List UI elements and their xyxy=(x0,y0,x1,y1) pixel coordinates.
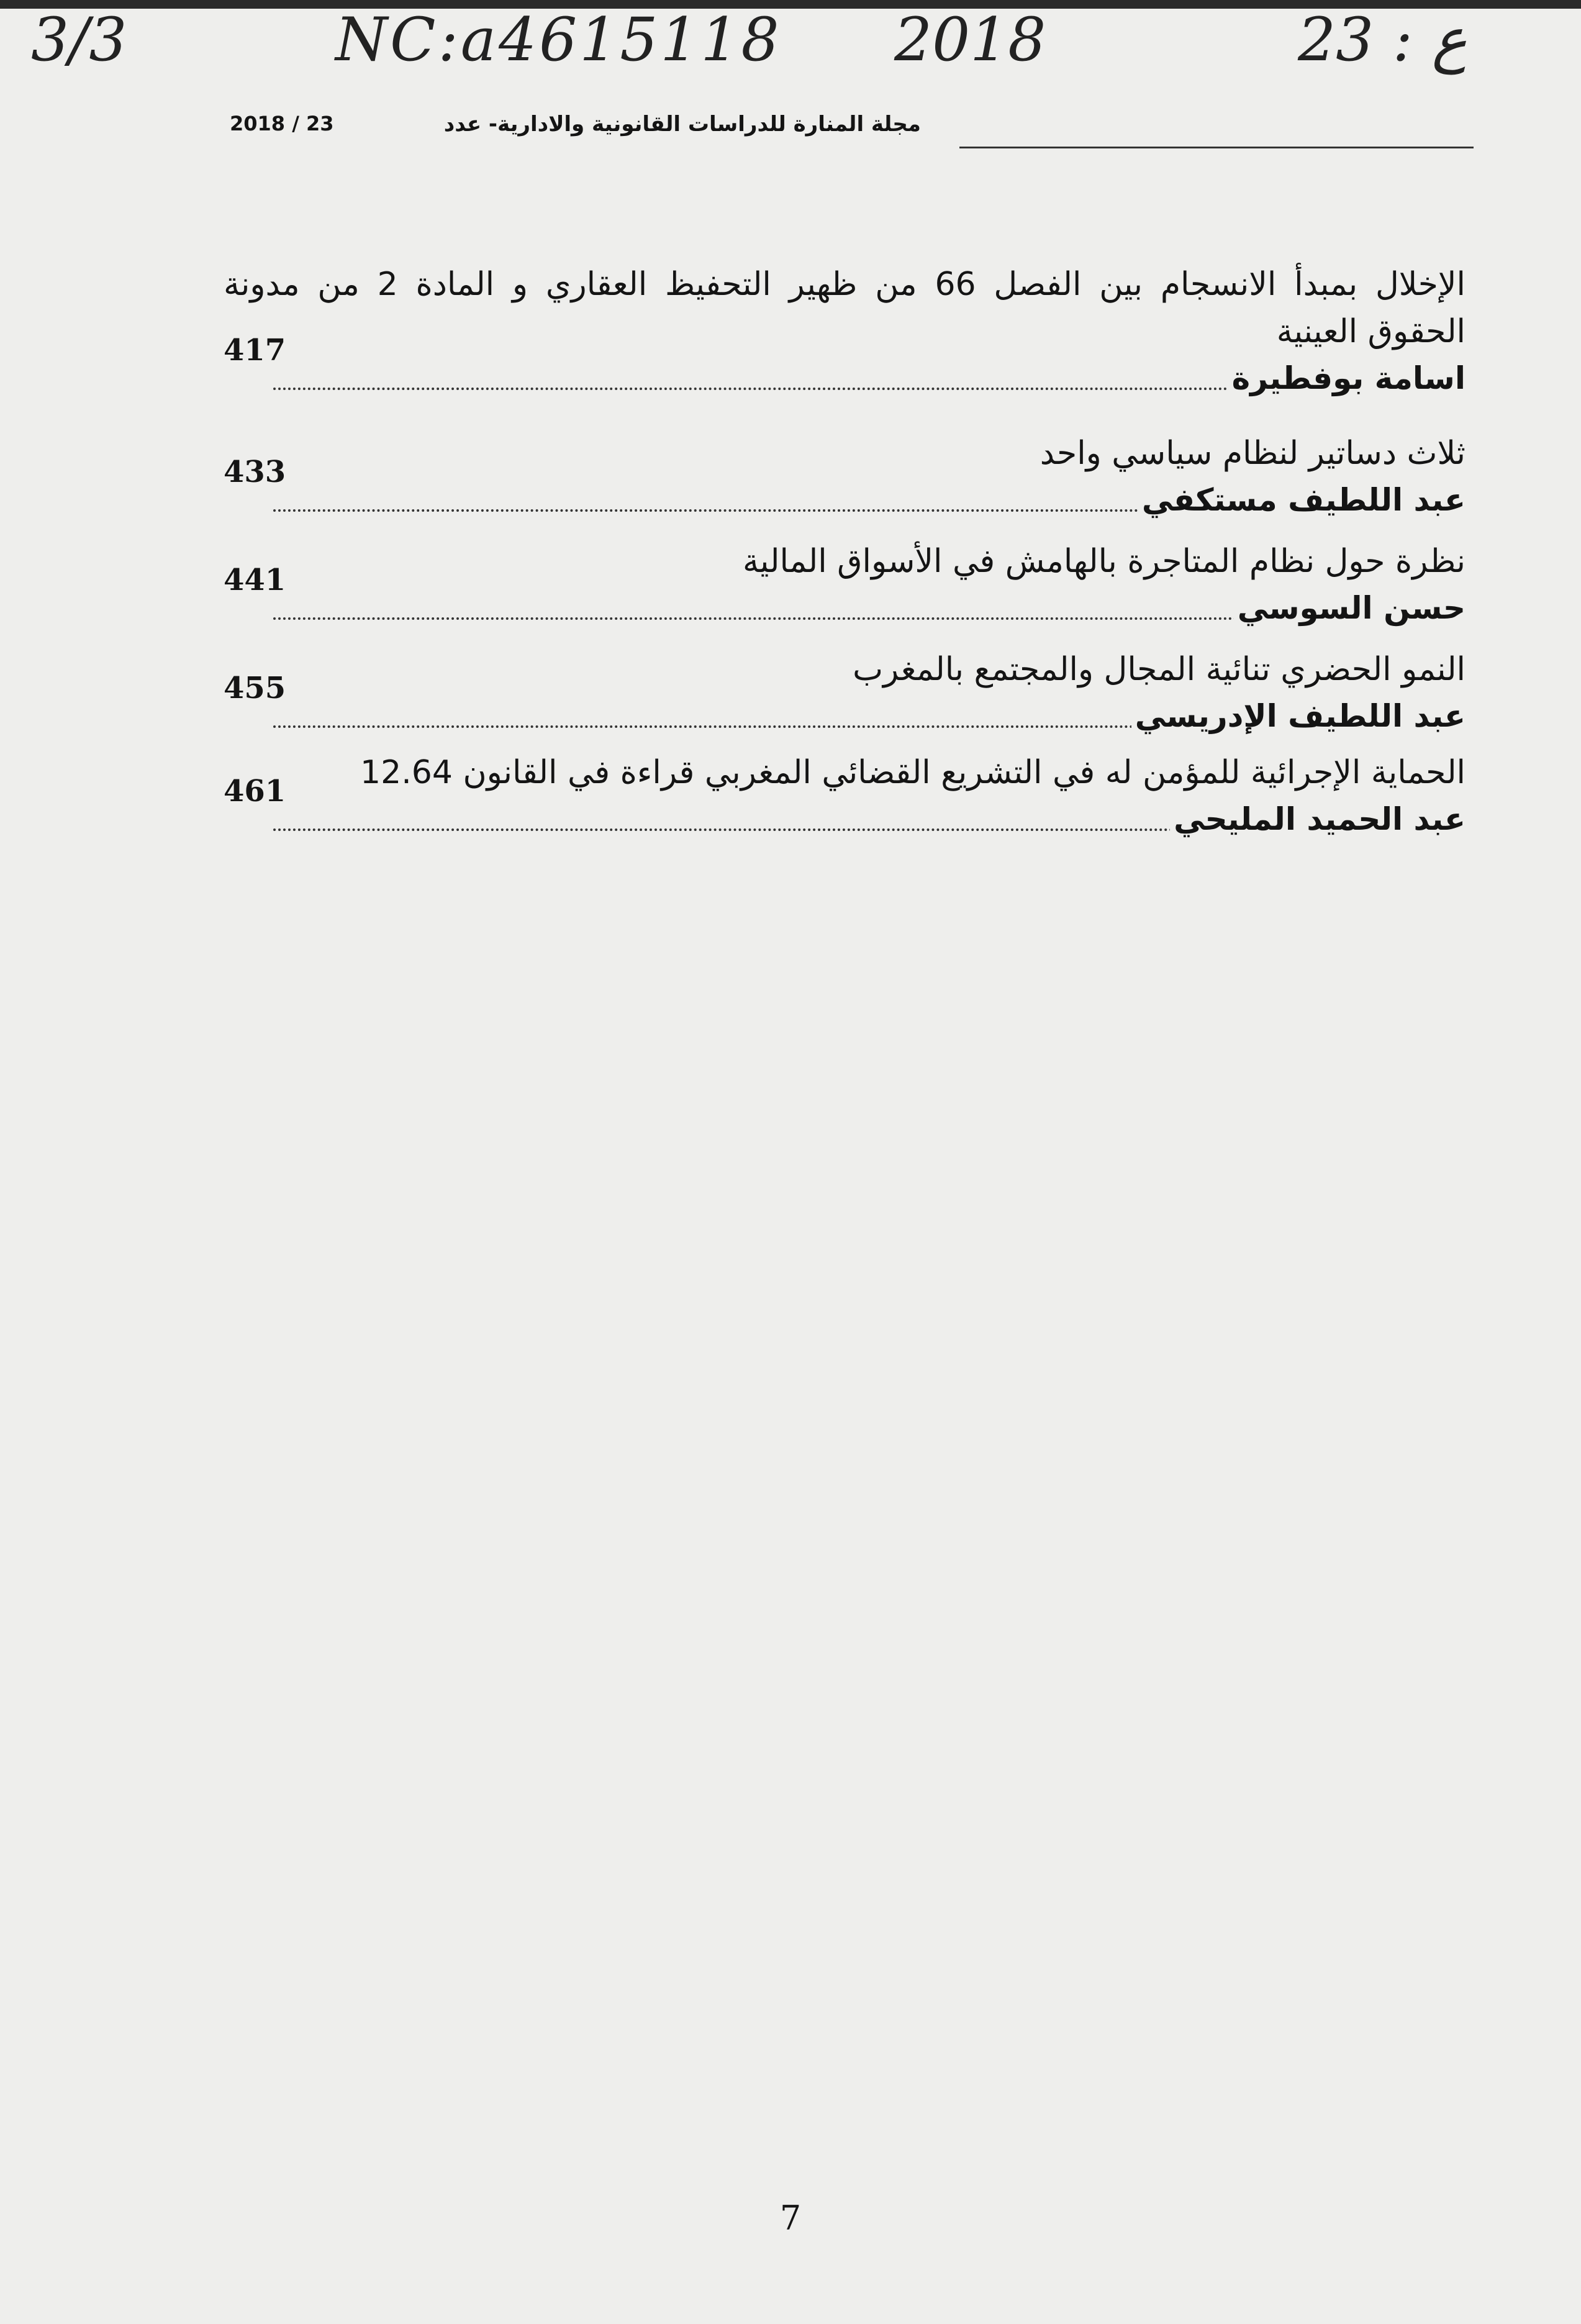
author-name: حسن السوسي xyxy=(1234,590,1465,626)
page-number: 433 xyxy=(224,455,286,489)
toc-entry xyxy=(224,749,1465,846)
author-row xyxy=(224,333,1465,405)
page-number: 417 xyxy=(224,333,286,368)
page-number: 461 xyxy=(224,774,286,809)
toc-entry xyxy=(224,646,1465,743)
journal-title: مجلة المنارة للدراسات القانونية والادارية- عدد xyxy=(443,112,921,137)
author-row xyxy=(224,563,1465,635)
article-title: ثلاث دساتير لنظام سياسي واحد xyxy=(1040,435,1465,472)
author-row xyxy=(224,455,1465,527)
table-of-contents xyxy=(224,261,1465,846)
handwritten-issue: 23 : ع xyxy=(1298,5,1467,75)
article-title: نظرة حول نظام المتاجرة بالهامش في الأسواق المالية xyxy=(743,543,1465,580)
footer-page-number: 7 xyxy=(779,2199,802,2238)
article-title: الإخلال بمبدأ الانسجام بين الفصل 66 من ظهير التحفيظ العقاري و المادة 2 من مدونة الحقوق العينية xyxy=(224,266,1465,350)
toc-entry xyxy=(224,538,1465,635)
handwritten-year: 2018 xyxy=(894,5,1046,75)
author-row xyxy=(224,671,1465,743)
issue-reference: 2018 / 23 xyxy=(230,112,334,135)
handwritten-page-fraction: 3/3 xyxy=(31,5,127,75)
page-number: 455 xyxy=(224,671,286,706)
article-title: الحماية الإجرائية للمؤمن له في التشريع القضائي المغربي قراءة في القانون 12.64 xyxy=(360,754,1465,791)
author-name: عبد اللطيف مستكفي xyxy=(1138,482,1465,518)
header-rule xyxy=(959,147,1474,148)
handwritten-call-number: NC:a4615118 xyxy=(335,5,782,75)
author-row xyxy=(224,774,1465,846)
author-name: عبد اللطيف الإدريسي xyxy=(1131,698,1465,734)
toc-entry xyxy=(224,261,1465,405)
toc-entry xyxy=(224,430,1465,527)
article-title: النمو الحضري تنائية المجال والمجتمع بالمغرب xyxy=(853,651,1465,688)
page-number: 441 xyxy=(224,563,286,597)
author-name: عبد الحميد المليحي xyxy=(1170,801,1465,837)
author-name: اسامة بوفطيرة xyxy=(1228,360,1465,396)
